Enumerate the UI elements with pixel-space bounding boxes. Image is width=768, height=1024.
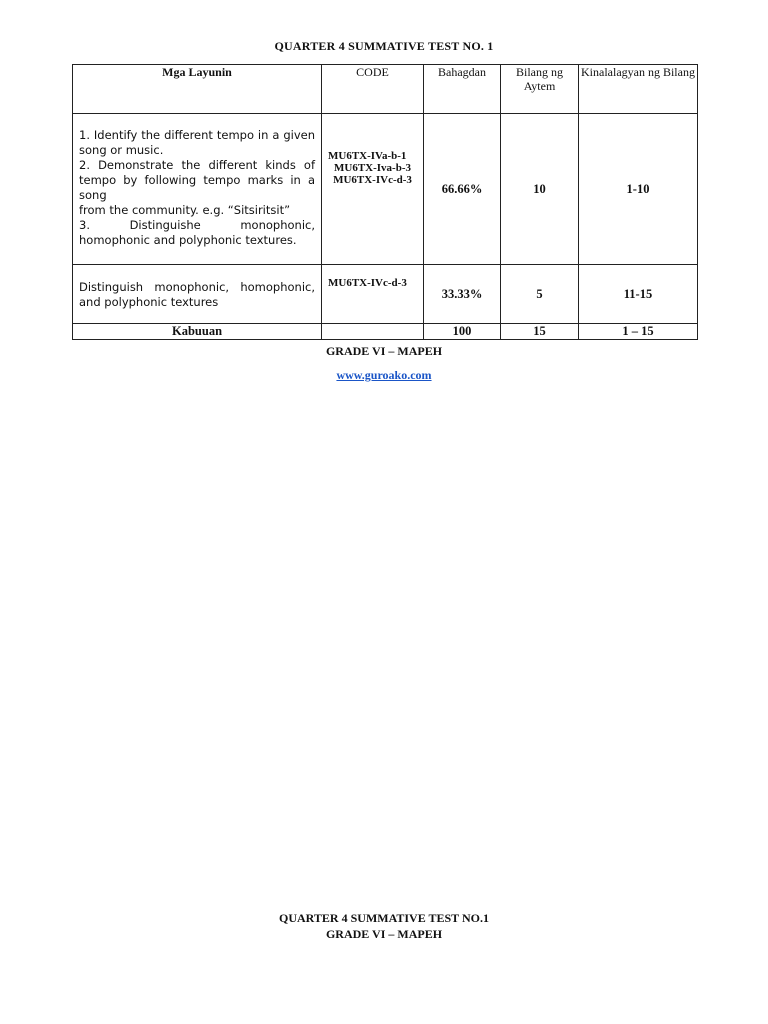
objectives-cell [73, 114, 322, 265]
total-code [322, 324, 424, 340]
total-placement: 1 – 15 [579, 324, 698, 340]
total-percentage: 100 [424, 324, 501, 340]
percentage-cell: 33.33% [424, 265, 501, 324]
objective-line: 1. Identify the different tempo in a given song or music. [79, 128, 315, 157]
grade-subtitle: GRADE VI – MAPEH [325, 344, 443, 358]
objective-line: from the community. e.g. “Sitsiritsit” [79, 203, 291, 217]
items-cell: 5 [501, 265, 579, 324]
table-row [73, 114, 698, 265]
code-cell [322, 114, 424, 265]
total-items: 15 [501, 324, 579, 340]
placement-cell: 11-15 [579, 265, 698, 324]
placement-cell: 1-10 [579, 114, 698, 265]
header-code: CODE [322, 65, 424, 114]
objective-line: Distinguish monophonic, homophonic, and polyphonic textures [79, 280, 315, 309]
footer-title: QUARTER 4 SUMMATIVE TEST NO.1 [279, 911, 489, 925]
footer-block [0, 910, 768, 942]
objective-line: 3. Distinguishe monophonic, homophonic and polyphonic textures. [79, 218, 315, 247]
header-percentage: Bahagdan [424, 65, 501, 114]
objectives-cell [73, 265, 322, 324]
total-row [73, 324, 698, 340]
footer-grade: GRADE VI – MAPEH [325, 927, 443, 941]
header-items: Bilang ng Aytem [501, 65, 579, 114]
code-text: MU6TX-Iva-b-3 [334, 162, 411, 174]
table-row [73, 265, 698, 324]
page-title: QUARTER 4 SUMMATIVE TEST NO. 1 [274, 39, 494, 53]
header-objectives: Mga Layunin [73, 65, 322, 114]
code-cell [322, 265, 424, 324]
code-text: MU6TX-IVa-b-1 [328, 150, 407, 162]
table-header-row [73, 65, 698, 114]
items-cell: 10 [501, 114, 579, 265]
percentage-cell: 66.66% [424, 114, 501, 265]
code-text: MU6TX-IVc-d-3 [333, 174, 412, 186]
objective-line: 2. Demonstrate the different kinds of tempo by following tempo marks in a song [79, 158, 315, 202]
code-text: MU6TX-IVc-d-3 [328, 277, 407, 289]
header-placement: Kinalalagyan ng Bilang [579, 65, 698, 114]
total-label: Kabuuan [73, 324, 322, 340]
website-link[interactable]: www.guroako.com [336, 368, 432, 382]
table-of-specifications [72, 64, 698, 340]
